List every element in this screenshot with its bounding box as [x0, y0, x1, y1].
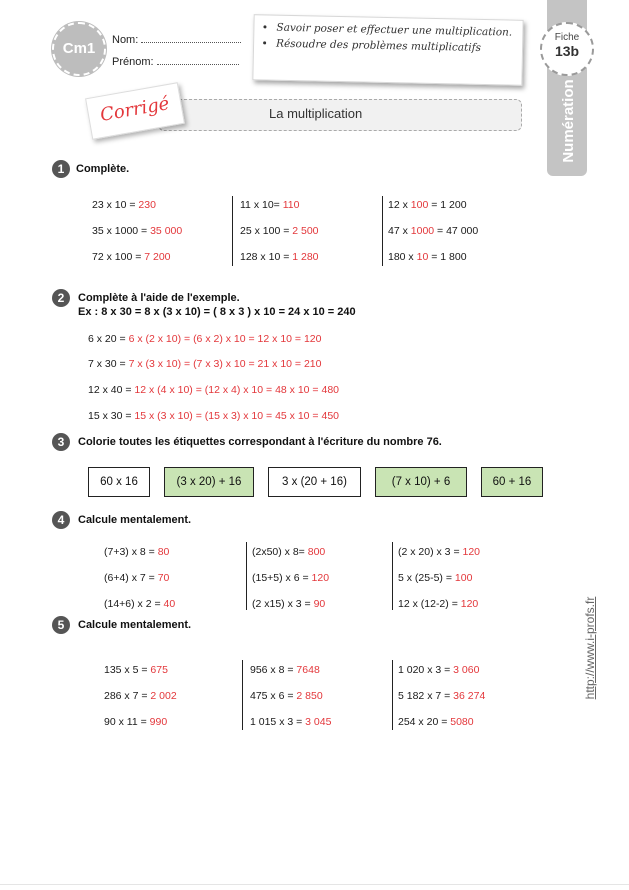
operation: 1 020 x 3 = 3 060 [398, 664, 480, 676]
firstname-field[interactable] [157, 64, 239, 65]
operation: 12 x 40 = 12 x (4 x 10) = (12 x 4) x 10 = 48 x 10 = 480 [88, 384, 340, 396]
operation: (6+4) x 7 = 70 [104, 572, 170, 584]
operation: 12 x (12-2) = 120 [398, 598, 479, 610]
operation: 11 x 10= 110 [240, 199, 300, 211]
objectives-note [252, 14, 523, 86]
column-divider [392, 660, 393, 730]
exercise-title: Complète. [76, 163, 130, 175]
operation: 35 x 1000 = 35 000 [92, 225, 183, 237]
fiche-number: 13b [554, 43, 580, 59]
operation: 128 x 10 = 1 280 [240, 251, 319, 263]
name-field[interactable] [141, 42, 241, 43]
number-tag-colored[interactable]: 60 + 16 [481, 467, 543, 497]
exercise-number: 5 [52, 616, 70, 634]
operation: 6 x 20 = 6 x (2 x 10) = (6 x 2) x 10 = 12 x 10 = 120 [88, 333, 322, 345]
objective-item: • Savoir poser et effectuer une multiplication. [276, 22, 522, 39]
operation: 12 x 100 = 1 200 [388, 199, 467, 211]
operation: 475 x 6 = 2 850 [250, 690, 323, 702]
operation: (7+3) x 8 = 80 [104, 546, 170, 558]
column-divider [382, 196, 383, 266]
operation: 135 x 5 = 675 [104, 664, 168, 676]
page-bottom-divider [0, 884, 629, 885]
operation: (15+5) x 6 = 120 [252, 572, 330, 584]
operation: 90 x 11 = 990 [104, 716, 168, 728]
exercise-title: Colorie toutes les étiquettes correspondant à l'écriture du nombre 76. [78, 436, 442, 448]
level-label: Cm1 [62, 40, 96, 57]
website-link[interactable]: http://www.i-profs.fr [583, 596, 597, 700]
operation: 23 x 10 = 230 [92, 199, 156, 211]
firstname-label: Prénom: [112, 56, 157, 68]
level-badge [52, 22, 106, 76]
page-title: La multiplication [269, 106, 363, 121]
column-divider [392, 542, 393, 610]
operation: 254 x 20 = 5080 [398, 716, 474, 728]
column-divider [246, 542, 247, 610]
exercise-title: Calcule mentalement. [78, 619, 192, 631]
operation: 180 x 10 = 1 800 [388, 251, 467, 263]
operation: 1 015 x 3 = 3 045 [250, 716, 332, 728]
number-tag[interactable]: 60 x 16 [88, 467, 150, 497]
exercise-number: 4 [52, 511, 70, 529]
operation: 5 x (25-5) = 100 [398, 572, 473, 584]
operation: 7 x 30 = 7 x (3 x 10) = (7 x 3) x 10 = 21 x 10 = 210 [88, 358, 322, 370]
operation: 5 182 x 7 = 36 274 [398, 690, 486, 702]
corrige-stamp: Corrigé [85, 82, 185, 140]
fiche-badge [540, 22, 594, 76]
exercise-title: Calcule mentalement. [78, 514, 192, 526]
column-divider [242, 660, 243, 730]
name-label: Nom: [112, 34, 142, 46]
exercise-number: 1 [52, 160, 70, 178]
name-line [112, 34, 241, 46]
operation: (14+6) x 2 = 40 [104, 598, 176, 610]
operation: 956 x 8 = 7648 [250, 664, 320, 676]
number-tag[interactable]: 3 x (20 + 16) [268, 467, 361, 497]
exercise-title: Complète à l'aide de l'exemple. [78, 292, 240, 304]
operation: 286 x 7 = 2 002 [104, 690, 177, 702]
operation: 72 x 100 = 7 200 [92, 251, 171, 263]
exercise-number: 2 [52, 289, 70, 307]
operation: (2 x15) x 3 = 90 [252, 598, 326, 610]
operation: (2 x 20) x 3 = 120 [398, 546, 481, 558]
number-tag-colored[interactable]: (3 x 20) + 16 [164, 467, 254, 497]
domain-label: Numération [560, 79, 577, 163]
operation: 15 x 30 = 15 x (3 x 10) = (15 x 3) x 10 = 45 x 10 = 450 [88, 410, 340, 422]
exercise-number: 3 [52, 433, 70, 451]
title-bar [158, 99, 522, 131]
number-tag-colored[interactable]: (7 x 10) + 6 [375, 467, 467, 497]
firstname-line [112, 56, 239, 68]
column-divider [232, 196, 233, 266]
operation: 25 x 100 = 2 500 [240, 225, 319, 237]
objective-item: • Résoudre des problèmes multiplicatifs [276, 38, 522, 55]
operation: (2x50) x 8= 800 [252, 546, 326, 558]
operation: 47 x 1000 = 47 000 [388, 225, 479, 237]
exercise-example: Ex : 8 x 30 = 8 x (3 x 10) = ( 8 x 3 ) x 10 = 24 x 10 = 240 [78, 306, 356, 318]
fiche-word: Fiche [554, 32, 580, 43]
